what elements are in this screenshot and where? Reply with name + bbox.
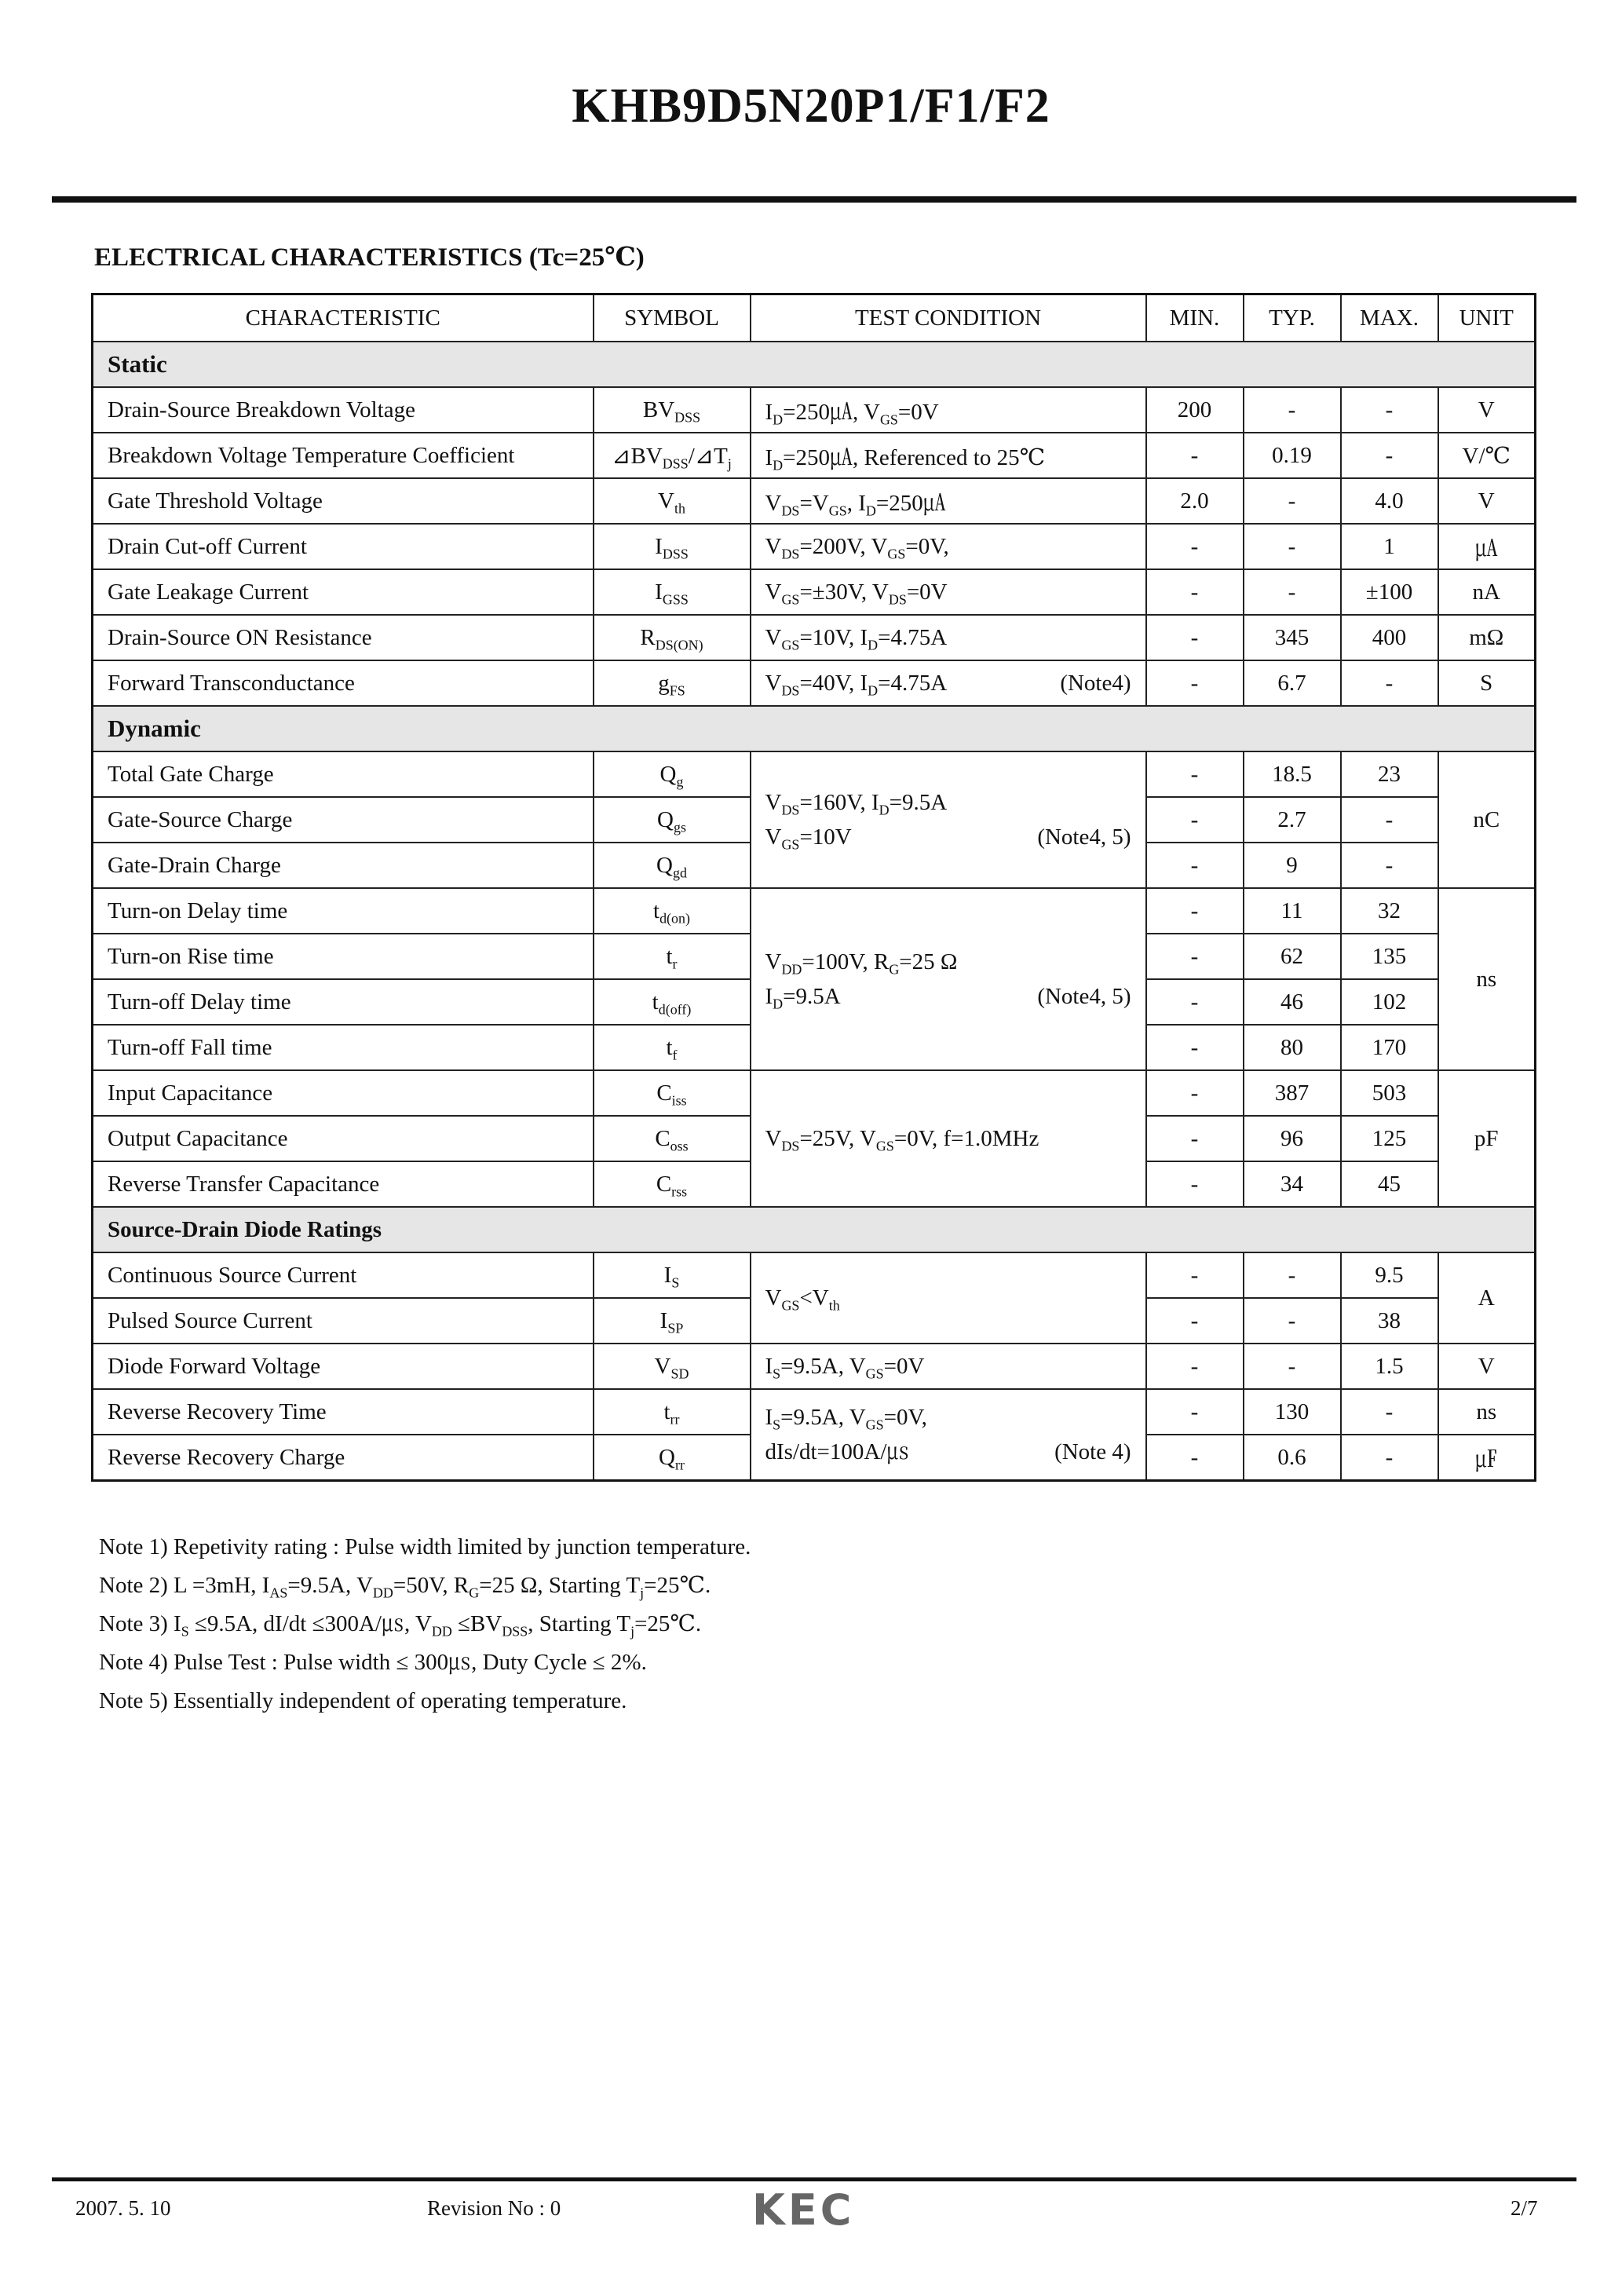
symbol-cell: $I_{DSS}$ — [594, 524, 751, 569]
min-cell: - — [1146, 751, 1244, 797]
table-row — [93, 751, 1536, 797]
symbol-cell: $t_{d(on)}$ — [594, 888, 751, 934]
max-cell: 170 — [1341, 1025, 1438, 1070]
condition-cell-capacitance: $V_{DS}=25V$, $V_{GS}=0V$, f=1.0MHz — [751, 1070, 1146, 1207]
characteristic-cell: Turn-off Delay time — [93, 979, 594, 1025]
characteristic-cell: Breakdown Voltage Temperature Coefficient — [93, 433, 594, 478]
table-row — [93, 1344, 1536, 1389]
max-cell: - — [1341, 660, 1438, 706]
symbol-cell: $V_{SD}$ — [594, 1344, 751, 1389]
section-heading: ELECTRICAL CHARACTERISTICS (Tc=25℃) — [94, 243, 645, 272]
characteristic-cell: Turn-on Delay time — [93, 888, 594, 934]
characteristic-cell: Input Capacitance — [93, 1070, 594, 1116]
characteristic-cell: Drain-Source Breakdown Voltage — [93, 387, 594, 433]
condition-note: (Note4, 5) — [1037, 824, 1131, 850]
min-cell: - — [1146, 524, 1244, 569]
table-row — [93, 433, 1536, 478]
condition-cell: $V_{GS}=10V$, $I_D=4.75A$ — [751, 615, 1146, 660]
max-cell: 38 — [1341, 1298, 1438, 1344]
typ-cell: 345 — [1244, 615, 1341, 660]
typ-cell: 80 — [1244, 1025, 1341, 1070]
table-row — [93, 660, 1536, 706]
min-cell: 2.0 — [1146, 478, 1244, 524]
characteristic-cell: Forward Transconductance — [93, 660, 594, 706]
symbol-cell: $V_{th}$ — [594, 478, 751, 524]
table-row — [93, 888, 1536, 934]
symbol-cell: $C_{oss}$ — [594, 1116, 751, 1161]
min-cell: - — [1146, 797, 1244, 843]
characteristic-cell: Reverse Recovery Time — [93, 1389, 594, 1435]
condition-cell: $V_{DS}=200V$, $V_{GS}=0V$, — [751, 524, 1146, 569]
typ-cell: 6.7 — [1244, 660, 1341, 706]
characteristic-cell: Reverse Recovery Charge — [93, 1435, 594, 1481]
symbol-cell: $Q_g$ — [594, 751, 751, 797]
max-cell: 1 — [1341, 524, 1438, 569]
min-cell: - — [1146, 1070, 1244, 1116]
max-cell: - — [1341, 797, 1438, 843]
unit-cell: V — [1438, 1344, 1536, 1389]
max-cell: 125 — [1341, 1116, 1438, 1161]
section-row-source-drain — [93, 1207, 1536, 1252]
unit-cell: V — [1438, 387, 1536, 433]
symbol-cell: $g_{FS}$ — [594, 660, 751, 706]
table-row — [93, 1070, 1536, 1116]
unit-cell-capacitance: pF — [1438, 1070, 1536, 1207]
characteristic-cell: Turn-on Rise time — [93, 934, 594, 979]
symbol-cell: $C_{iss}$ — [594, 1070, 751, 1116]
min-cell: - — [1146, 1252, 1244, 1298]
symbol-cell: $⊿BV_{DSS}/⊿T_j$ — [594, 433, 751, 478]
symbol-cell: $BV_{DSS}$ — [594, 387, 751, 433]
unit-cell-source-current: A — [1438, 1252, 1536, 1344]
document-title: KHB9D5N20P1/F1/F2 — [572, 79, 1050, 133]
min-cell: - — [1146, 1025, 1244, 1070]
typ-cell: 0.6 — [1244, 1435, 1341, 1481]
note-3: Note 3) $I_S \le 9.5A$, dI/dt ≤300A/㎲, $V_{DD} \le BV_{DSS}$, Starting $T_j=25℃$. — [99, 1611, 702, 1640]
min-cell: - — [1146, 888, 1244, 934]
min-cell: - — [1146, 615, 1244, 660]
min-cell: - — [1146, 1389, 1244, 1435]
characteristic-cell: Total Gate Charge — [93, 751, 594, 797]
table-row — [93, 569, 1536, 615]
max-cell: 32 — [1341, 888, 1438, 934]
header-max: MAX. — [1341, 294, 1438, 342]
characteristic-cell: Gate Leakage Current — [93, 569, 594, 615]
section-label-dynamic: Dynamic — [93, 706, 1536, 751]
note-2: Note 2) L =3mH, $I_{AS}=9.5A$, $V_{DD}=50V$, $R_G=25$ Ω, Starting $T_j=25℃$. — [99, 1573, 711, 1601]
footer-date: 2007. 5. 10 — [75, 2196, 171, 2220]
table-row — [93, 524, 1536, 569]
typ-cell: 9 — [1244, 843, 1341, 888]
table-row — [93, 1389, 1536, 1435]
table-row — [93, 615, 1536, 660]
condition-cell: $V_{DS}=40V$, $I_D=4.75A$ (Note4) — [751, 660, 1146, 706]
unit-cell: nA — [1438, 569, 1536, 615]
typ-cell: 46 — [1244, 979, 1341, 1025]
max-cell: 4.0 — [1341, 478, 1438, 524]
condition-cell-source-current: $V_{GS}<V_{th}$ — [751, 1252, 1146, 1344]
characteristic-cell: Continuous Source Current — [93, 1252, 594, 1298]
typ-cell: 34 — [1244, 1161, 1341, 1207]
symbol-cell: $t_{rr}$ — [594, 1389, 751, 1435]
header-symbol: SYMBOL — [594, 294, 751, 342]
note-4: Note 4) Pulse Test : Pulse width ≤ 300㎲, Duty Cycle ≤ 2%. — [99, 1650, 647, 1675]
kec-logo: KEC — [752, 2185, 855, 2235]
condition-cell-recovery: $I_S=9.5A$, $V_{GS}=0V$, dIs/dt=100A/㎲ (Note 4) — [751, 1389, 1146, 1481]
symbol-cell: $t_r$ — [594, 934, 751, 979]
header-typ: TYP. — [1244, 294, 1341, 342]
characteristic-cell: Reverse Transfer Capacitance — [93, 1161, 594, 1207]
min-cell: - — [1146, 433, 1244, 478]
condition-cell: $I_S=9.5A$, $V_{GS}=0V$ — [751, 1344, 1146, 1389]
max-cell: 503 — [1341, 1070, 1438, 1116]
max-cell: 45 — [1341, 1161, 1438, 1207]
typ-cell: - — [1244, 569, 1341, 615]
section-row-dynamic — [93, 706, 1536, 751]
unit-cell: V/℃ — [1438, 433, 1536, 478]
characteristic-cell: Pulsed Source Current — [93, 1298, 594, 1344]
max-cell: - — [1341, 433, 1438, 478]
min-cell: - — [1146, 1435, 1244, 1481]
header-unit: UNIT — [1438, 294, 1536, 342]
symbol-cell: $I_{GSS}$ — [594, 569, 751, 615]
section-label-static: Static — [93, 342, 1536, 387]
symbol-cell: $Q_{rr}$ — [594, 1435, 751, 1481]
min-cell: - — [1146, 843, 1244, 888]
typ-cell: 2.7 — [1244, 797, 1341, 843]
typ-cell: - — [1244, 387, 1341, 433]
typ-cell: - — [1244, 478, 1341, 524]
characteristic-cell: Turn-off Fall time — [93, 1025, 594, 1070]
header-test-condition: TEST CONDITION — [751, 294, 1146, 342]
unit-cell-gate-charge: nC — [1438, 751, 1536, 888]
min-cell: - — [1146, 660, 1244, 706]
min-cell: - — [1146, 1344, 1244, 1389]
characteristic-cell: Drain Cut-off Current — [93, 524, 594, 569]
condition-note: (Note 4) — [1054, 1439, 1131, 1464]
typ-cell: 96 — [1244, 1116, 1341, 1161]
characteristic-cell: Output Capacitance — [93, 1116, 594, 1161]
electrical-characteristics-table — [91, 293, 1536, 1482]
symbol-cell: $t_f$ — [594, 1025, 751, 1070]
characteristic-cell: Gate Threshold Voltage — [93, 478, 594, 524]
max-cell: 23 — [1341, 751, 1438, 797]
max-cell: 9.5 — [1341, 1252, 1438, 1298]
characteristic-cell: Gate-Source Charge — [93, 797, 594, 843]
footer-revision: Revision No : 0 — [427, 2196, 561, 2220]
symbol-cell: $Q_{gd}$ — [594, 843, 751, 888]
max-cell: 400 — [1341, 615, 1438, 660]
table-row — [93, 1252, 1536, 1298]
condition-note: (Note4, 5) — [1037, 984, 1131, 1009]
max-cell: - — [1341, 843, 1438, 888]
unit-cell-switching: ns — [1438, 888, 1536, 1070]
characteristic-cell: Drain-Source ON Resistance — [93, 615, 594, 660]
max-cell: - — [1341, 1389, 1438, 1435]
typ-cell: 387 — [1244, 1070, 1341, 1116]
min-cell: 200 — [1146, 387, 1244, 433]
typ-cell: - — [1244, 1252, 1341, 1298]
note-1: Note 1) Repetivity rating : Pulse width limited by junction temperature. — [99, 1534, 751, 1559]
max-cell: 102 — [1341, 979, 1438, 1025]
condition-cell: $V_{GS}=\pm 30V$, $V_{DS}=0V$ — [751, 569, 1146, 615]
min-cell: - — [1146, 569, 1244, 615]
unit-cell: ㎂ — [1438, 524, 1536, 569]
typ-cell: 62 — [1244, 934, 1341, 979]
max-cell: 1.5 — [1341, 1344, 1438, 1389]
unit-cell: V — [1438, 478, 1536, 524]
max-cell: - — [1341, 387, 1438, 433]
unit-cell: mΩ — [1438, 615, 1536, 660]
section-row-static — [93, 342, 1536, 387]
characteristic-cell: Diode Forward Voltage — [93, 1344, 594, 1389]
unit-cell: ㎌ — [1438, 1435, 1536, 1481]
symbol-cell: $C_{rss}$ — [594, 1161, 751, 1207]
typ-cell: 11 — [1244, 888, 1341, 934]
typ-cell: 18.5 — [1244, 751, 1341, 797]
max-cell: - — [1341, 1435, 1438, 1481]
condition-note: (Note4) — [1060, 671, 1131, 696]
condition-cell: $I_D=250㎂$, $V_{GS}=0V$ — [751, 387, 1146, 433]
typ-cell: - — [1244, 1298, 1341, 1344]
characteristic-cell: Gate-Drain Charge — [93, 843, 594, 888]
section-label-source-drain: Source-Drain Diode Ratings — [93, 1207, 1536, 1252]
min-cell: - — [1146, 934, 1244, 979]
notes-block — [99, 1528, 751, 1720]
condition-cell: $I_D=250㎂$, Referenced to 25℃ — [751, 433, 1146, 478]
header-row — [93, 294, 1536, 342]
typ-cell: - — [1244, 1344, 1341, 1389]
footer-page-number: 2/7 — [1511, 2196, 1538, 2220]
table-row — [93, 478, 1536, 524]
max-cell: 135 — [1341, 934, 1438, 979]
bottom-rule — [52, 2177, 1576, 2181]
typ-cell: 130 — [1244, 1389, 1341, 1435]
min-cell: - — [1146, 1116, 1244, 1161]
header-min: MIN. — [1146, 294, 1244, 342]
unit-cell: S — [1438, 660, 1536, 706]
typ-cell: - — [1244, 524, 1341, 569]
condition-cell: $V_{DS}=V_{GS}$, $I_D=250㎂$ — [751, 478, 1146, 524]
symbol-cell: $Q_{gs}$ — [594, 797, 751, 843]
table-row — [93, 387, 1536, 433]
condition-cell-switching: $V_{DD}=100V$, $R_G=25$ Ω $I_D=9.5A$ (Note4, 5) — [751, 888, 1146, 1070]
symbol-cell: $I_S$ — [594, 1252, 751, 1298]
max-cell: ±100 — [1341, 569, 1438, 615]
note-5: Note 5) Essentially independent of operating temperature. — [99, 1688, 627, 1713]
symbol-cell: $R_{DS(ON)}$ — [594, 615, 751, 660]
unit-cell: ns — [1438, 1389, 1536, 1435]
symbol-cell: $t_{d(off)}$ — [594, 979, 751, 1025]
condition-cell-gate-charge: $V_{DS}=160V$, $I_D=9.5A$ $V_{GS}=10V$ (Note4, 5) — [751, 751, 1146, 888]
min-cell: - — [1146, 979, 1244, 1025]
typ-cell: 0.19 — [1244, 433, 1341, 478]
header-characteristic: CHARACTERISTIC — [93, 294, 594, 342]
min-cell: - — [1146, 1298, 1244, 1344]
top-rule — [52, 196, 1576, 203]
min-cell: - — [1146, 1161, 1244, 1207]
symbol-cell: $I_{SP}$ — [594, 1298, 751, 1344]
